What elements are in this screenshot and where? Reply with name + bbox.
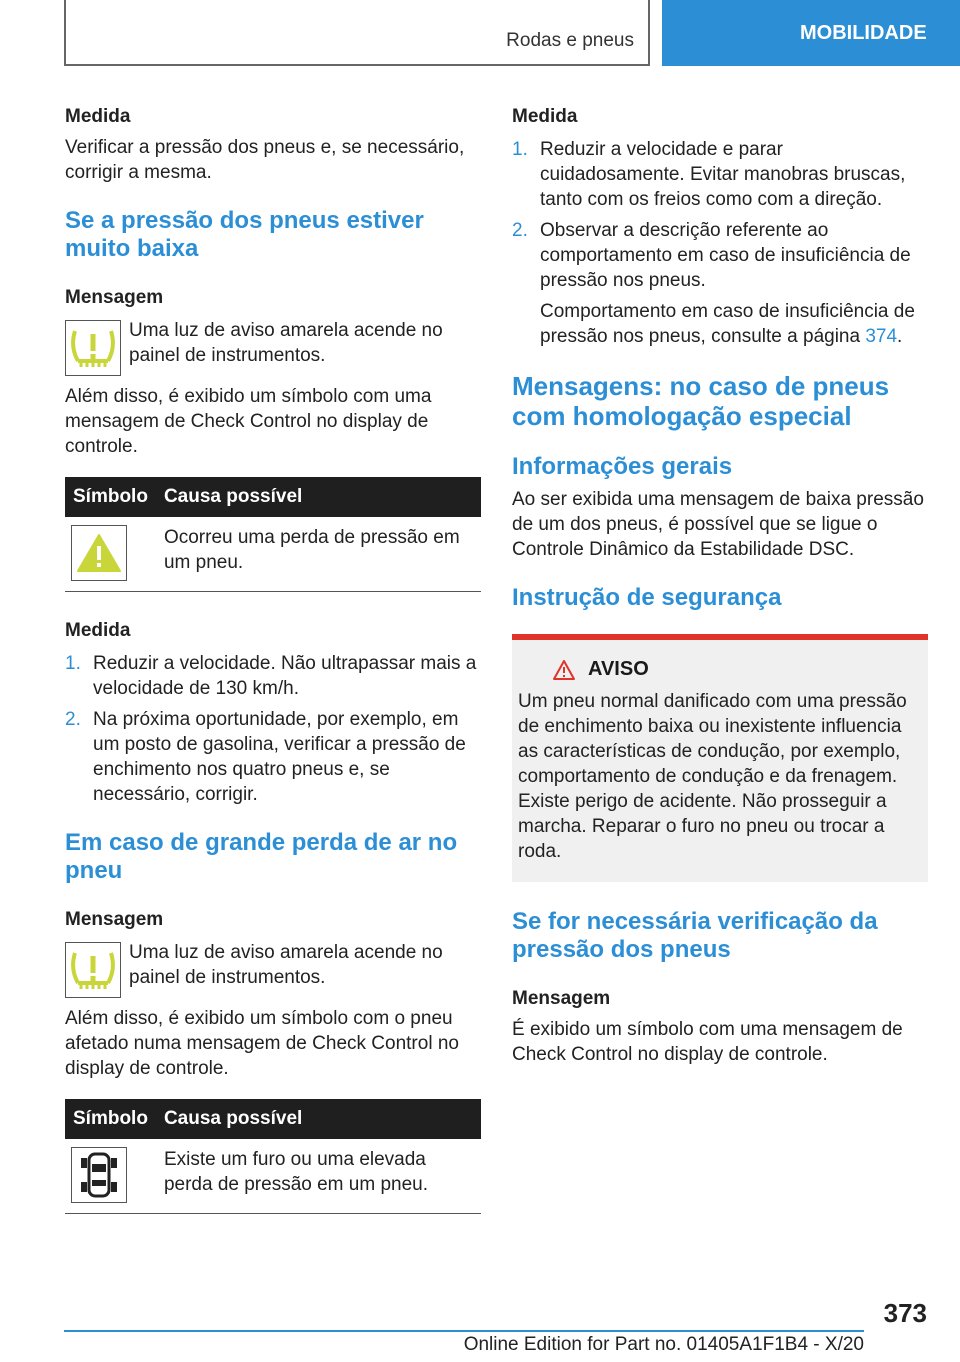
footer-rule <box>64 1330 864 1332</box>
left-column <box>65 104 481 1214</box>
col-symbol: Símbolo <box>65 477 156 517</box>
col-cause: Causa possível <box>156 1099 481 1139</box>
warning-icon <box>552 659 576 681</box>
page-number: 373 <box>883 1298 927 1328</box>
cause-text: Existe um furo ou uma elevada perda de pressão em um pneu. <box>163 1149 429 1195</box>
warning-triangle-icon <box>71 525 127 581</box>
info-text: Ao ser exibida uma mensagem de baixa pressão de um dos pneus, é possível que se ligue o Controle Dinâmico da Estabilidade DSC. <box>512 489 924 560</box>
heading-general-info: Informações gerais <box>512 453 733 480</box>
footer-edition: Online Edition for Part no. 01405A1F1B4 - X/20 <box>463 1334 864 1355</box>
warning-box <box>512 634 928 882</box>
list-item: 1. Reduzir a velocidade e parar cuidadosamente. Evitar manobras bruscas, tanto com os freios como com a direção. <box>512 139 906 210</box>
warning-title: AVISO <box>518 658 920 681</box>
medida-label: Medida <box>65 620 131 641</box>
cause-text: Ocorreu uma perda de pressão em um pneu. <box>163 527 460 573</box>
message-label: Mensagem <box>65 909 164 930</box>
symbol-table <box>65 477 481 592</box>
message-text: Uma luz de aviso amarela acende no painel de instrumentos. <box>129 942 443 988</box>
list-item: 1. Reduzir a velocidade. Não ultrapassar mais a velocidade de 130 km/h. <box>65 653 477 699</box>
message-text: Uma luz de aviso amarela acende no painel de instrumentos. <box>129 320 443 366</box>
section-title: Rodas e pneus <box>506 30 634 51</box>
symbol-table <box>65 1099 481 1214</box>
medida-label: Medida <box>65 106 131 127</box>
message-row <box>65 318 481 376</box>
message-text: É exibido um símbolo com uma mensagem de Check Control no display de controle. <box>512 1019 903 1065</box>
chapter-label: MOBILIDADE <box>800 21 927 44</box>
medida-label: Medida <box>512 106 578 127</box>
heading-special-tires: Mensagens: no caso de pneus com homologação especial <box>512 371 890 431</box>
col-symbol: Símbolo <box>65 1099 156 1139</box>
heading-air-loss: Em caso de grande perda de ar no pneu <box>65 829 458 884</box>
message-row <box>65 940 481 998</box>
tpms-warning-icon <box>65 320 121 376</box>
list-item: 2. Na próxima oportunidade, por exemplo, em um posto de gasolina, verificar a pressão de enchimento nos quatro pneus e, se necessário, corrigir. <box>65 709 466 805</box>
medida-text: Verificar a pressão dos pneus e, se necessário, corrigir a mesma. <box>65 137 465 183</box>
step-note: Comportamento em caso de insuficiência de pressão nos pneus, consulte a página 374. <box>540 301 915 347</box>
list-item: 2. Observar a descrição referente ao comportamento em caso de insuficiência de pressão nos pneus. <box>512 220 911 291</box>
chapter-tab[interactable] <box>662 0 960 66</box>
right-column <box>512 104 928 1067</box>
heading-check-pressure: Se for necessária verificação da pressão dos pneus <box>512 908 878 963</box>
warning-text: Um pneu normal danificado com uma pressão de enchimento baixa ou inexistente influencia as características de condução, por exemplo, comportamento de condução e da frenagem. Existe perigo de acidente. Não prosseguir a marcha. Reparar o furo no pneu ou trocar a roda. <box>518 691 907 862</box>
steps-list <box>65 651 481 807</box>
heading-safety: Instrução de segurança <box>512 584 782 611</box>
message-extra: Além disso, é exibido um símbolo com uma mensagem de Check Control no display de controle. <box>65 386 432 457</box>
message-extra: Além disso, é exibido um símbolo com o pneu afetado numa mensagem de Check Control no display de controle. <box>65 1008 459 1079</box>
table-row <box>65 1139 481 1214</box>
heading-low-pressure: Se a pressão dos pneus estiver muito baixa <box>65 207 424 262</box>
col-cause: Causa possível <box>156 477 481 517</box>
car-tire-icon <box>71 1147 127 1203</box>
table-row <box>65 517 481 592</box>
message-label: Mensagem <box>65 287 164 308</box>
message-label: Mensagem <box>512 988 611 1009</box>
steps-list <box>512 137 928 293</box>
page-link[interactable]: 374 <box>865 326 898 347</box>
tpms-warning-icon <box>65 942 121 998</box>
